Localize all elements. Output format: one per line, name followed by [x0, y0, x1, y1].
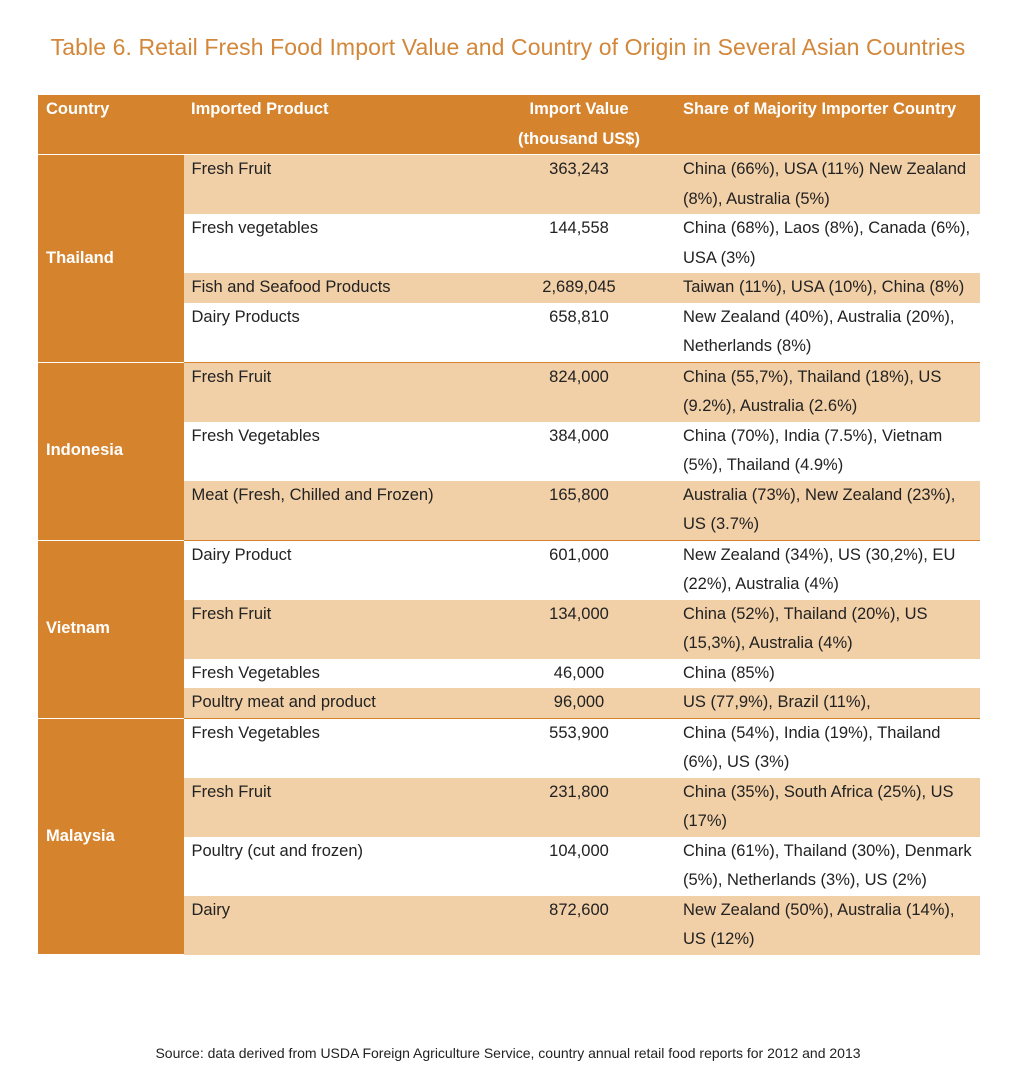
table-row [38, 718, 980, 778]
share-cell: China (52%), Thailand (20%), US (15,3%), Australia (4%) [675, 600, 980, 659]
share-cell: New Zealand (50%), Australia (14%), US (12%) [675, 896, 980, 955]
product-cell: Fresh Vegetables [183, 718, 483, 778]
product-cell: Fresh Vegetables [183, 659, 483, 689]
product-cell: Fresh Fruit [183, 362, 483, 422]
import-table [38, 95, 980, 955]
header-row [38, 95, 980, 155]
value-cell: 553,900 [483, 718, 675, 778]
header-value-line1: Import Value [529, 100, 629, 118]
share-cell: Australia (73%), New Zealand (23%), US (3.7%) [675, 481, 980, 541]
value-cell: 144,558 [483, 214, 675, 273]
product-cell: Fresh vegetables [183, 214, 483, 273]
product-cell: Poultry (cut and frozen) [183, 837, 483, 896]
share-cell: China (35%), South Africa (25%), US (17%) [675, 778, 980, 837]
share-cell: US (77,9%), Brazil (11%), [675, 688, 980, 718]
product-cell: Meat (Fresh, Chilled and Frozen) [183, 481, 483, 541]
header-value [483, 95, 675, 155]
value-cell: 601,000 [483, 540, 675, 600]
share-cell: China (54%), India (19%), Thailand (6%), US (3%) [675, 718, 980, 778]
value-cell: 96,000 [483, 688, 675, 718]
source-note: Source: data derived from USDA Foreign Agriculture Service, country annual retail food reports for 2012 and 2013 [155, 1045, 861, 1061]
table-body [38, 155, 980, 955]
product-cell: Fresh Vegetables [183, 422, 483, 481]
share-cell: China (66%), USA (11%) New Zealand (8%), Australia (5%) [675, 155, 980, 215]
value-cell: 363,243 [483, 155, 675, 215]
value-cell: 231,800 [483, 778, 675, 837]
header-share: Share of Majority Importer Country [675, 95, 980, 155]
share-cell: China (68%), Laos (8%), Canada (6%), USA (3%) [675, 214, 980, 273]
product-cell: Fresh Fruit [183, 600, 483, 659]
product-cell: Dairy Product [183, 540, 483, 600]
product-cell: Fresh Fruit [183, 155, 483, 215]
value-cell: 46,000 [483, 659, 675, 689]
header-product: Imported Product [183, 95, 483, 155]
product-cell: Dairy [183, 896, 483, 955]
country-cell: Malaysia [38, 718, 183, 955]
header-value-line2: (thousand US$) [518, 129, 640, 148]
share-cell: China (55,7%), Thailand (18%), US (9.2%), Australia (2.6%) [675, 362, 980, 422]
table-row [38, 155, 980, 215]
country-cell: Thailand [38, 155, 183, 363]
share-cell: China (85%) [675, 659, 980, 689]
table-row [38, 362, 980, 422]
table-title: Table 6. Retail Fresh Food Import Value and Country of Origin in Several Asian Countries [50, 34, 966, 60]
product-cell: Dairy Products [183, 303, 483, 363]
product-cell: Poultry meat and product [183, 688, 483, 718]
country-cell: Vietnam [38, 540, 183, 718]
share-cell: Taiwan (11%), USA (10%), China (8%) [675, 273, 980, 303]
table-row [38, 540, 980, 600]
value-cell: 824,000 [483, 362, 675, 422]
product-cell: Fish and Seafood Products [183, 273, 483, 303]
product-cell: Fresh Fruit [183, 778, 483, 837]
share-cell: China (70%), India (7.5%), Vietnam (5%), Thailand (4.9%) [675, 422, 980, 481]
country-cell: Indonesia [38, 362, 183, 540]
share-cell: China (61%), Thailand (30%), Denmark (5%), Netherlands (3%), US (2%) [675, 837, 980, 896]
value-cell: 872,600 [483, 896, 675, 955]
value-cell: 658,810 [483, 303, 675, 363]
header-country: Country [38, 95, 183, 155]
value-cell: 165,800 [483, 481, 675, 541]
share-cell: New Zealand (40%), Australia (20%), Netherlands (8%) [675, 303, 980, 363]
value-cell: 134,000 [483, 600, 675, 659]
value-cell: 384,000 [483, 422, 675, 481]
value-cell: 2,689,045 [483, 273, 675, 303]
value-cell: 104,000 [483, 837, 675, 896]
share-cell: New Zealand (34%), US (30,2%), EU (22%), Australia (4%) [675, 540, 980, 600]
